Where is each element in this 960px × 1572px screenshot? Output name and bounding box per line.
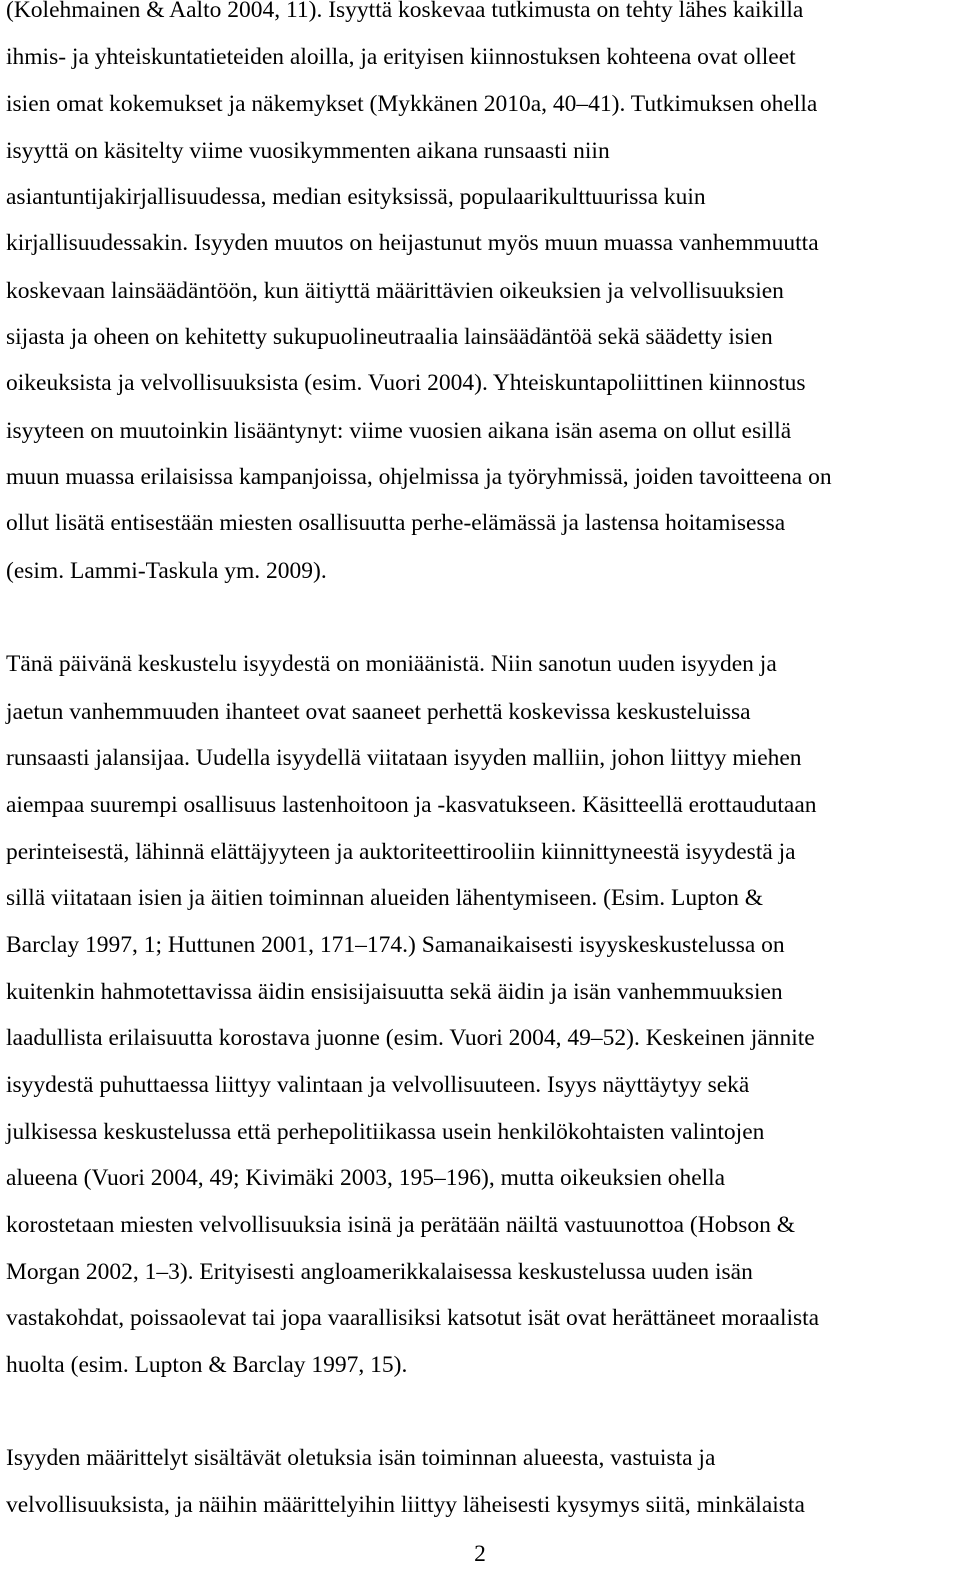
text-line: sijasta ja oheen on kehitetty sukupuolineutraalia lainsäädäntöä sekä säädetty isien (6, 324, 773, 350)
text-line: isyydestä puhuttaessa liittyy valintaan ja velvollisuuteen. Isyys näyttäytyy sekä (6, 1072, 750, 1098)
text-line: (esim. Lammi-Taskula ym. 2009). (6, 558, 327, 584)
text-line: velvollisuuksista, ja näihin määrittelyihin liittyy läheisesti kysymys siitä, minkälaista (6, 1492, 805, 1518)
text-line: isyyteen on muutoinkin lisääntynyt: viime vuosien aikana isän asema on ollut esillä (6, 418, 792, 444)
text-line: ihmis- ja yhteiskuntatieteiden aloilla, ja erityisen kiinnostuksen kohteena ovat olleet (6, 44, 796, 70)
text-line: alueena (Vuori 2004, 49; Kivimäki 2003, 195–196), mutta oikeuksien ohella (6, 1165, 726, 1191)
text-line: isien omat kokemukset ja näkemykset (Mykkänen 2010a, 40–41). Tutkimuksen ohella (6, 91, 818, 117)
text-line: vastakohdat, poissaolevat tai jopa vaarallisiksi katsotut isät ovat herättäneet moraalista (6, 1305, 820, 1331)
text-line: oikeuksista ja velvollisuuksista (esim. Vuori 2004). Yhteiskuntapoliittinen kiinnostus (6, 370, 806, 396)
text-line: perinteisestä, lähinnä elättäjyyteen ja auktoriteettirooliin kiinnittyneestä isyydestä ja (6, 839, 796, 865)
text-line: Morgan 2002, 1–3). Erityisesti angloamerikkalaisessa keskustelussa uuden isän (6, 1259, 753, 1285)
text-line: Tänä päivänä keskustelu isyydestä on moniäänistä. Niin sanotun uuden isyyden ja (6, 651, 777, 677)
text-line: muun muassa erilaisissa kampanjoissa, ohjelmissa ja työryhmissä, joiden tavoitteena on (6, 464, 832, 490)
text-line: kuitenkin hahmotettavissa äidin ensisijaisuutta sekä äidin ja isän vanhemmuuksien (6, 979, 783, 1005)
text-line: julkisessa keskustelussa että perhepolitiikassa usein henkilökohtaisten valintojen (6, 1119, 765, 1145)
text-line: ollut lisätä entisestään miesten osallisuutta perhe-elämässä ja lastensa hoitamisessa (6, 510, 786, 536)
text-line: asiantuntijakirjallisuudessa, median esityksissä, populaarikulttuurissa kuin (6, 184, 706, 210)
page-number: 2 (474, 1541, 486, 1567)
text-line: korostetaan miesten velvollisuuksia isinä ja perätään näiltä vastuunottoa (Hobson & (6, 1212, 796, 1238)
text-line: Barclay 1997, 1; Huttunen 2001, 171–174.) Samanaikaisesti isyyskeskustelussa on (6, 932, 785, 958)
text-line: jaetun vanhemmuuden ihanteet ovat saaneet perhettä koskevissa keskusteluissa (6, 699, 751, 725)
text-line: sillä viitataan isien ja äitien toiminnan alueiden lähentymiseen. (Esim. Lupton & (6, 885, 764, 911)
text-line: isyyttä on käsitelty viime vuosikymmenten aikana runsaasti niin (6, 138, 610, 164)
text-line: huolta (esim. Lupton & Barclay 1997, 15). (6, 1352, 408, 1378)
text-line: runsaasti jalansijaa. Uudella isyydellä viitataan isyyden malliin, johon liittyy miehen (6, 745, 802, 771)
text-line: kirjallisuudessakin. Isyyden muutos on heijastunut myös muun muassa vanhemmuutta (6, 230, 819, 256)
text-line: (Kolehmainen & Aalto 2004, 11). Isyyttä koskevaa tutkimusta on tehty lähes kaikilla (6, 0, 804, 23)
text-line: aiempaa suurempi osallisuus lastenhoitoon ja -kasvatukseen. Käsitteellä erottaudutaan (6, 792, 817, 818)
text-line: laadullista erilaisuutta korostava juonne (esim. Vuori 2004, 49–52). Keskeinen jännite (6, 1025, 815, 1051)
text-line: koskevaan lainsäädäntöön, kun äitiyttä määrittävien oikeuksien ja velvollisuuksien (6, 278, 784, 304)
text-line: Isyyden määrittelyt sisältävät oletuksia isän toiminnan alueesta, vastuista ja (6, 1445, 716, 1471)
